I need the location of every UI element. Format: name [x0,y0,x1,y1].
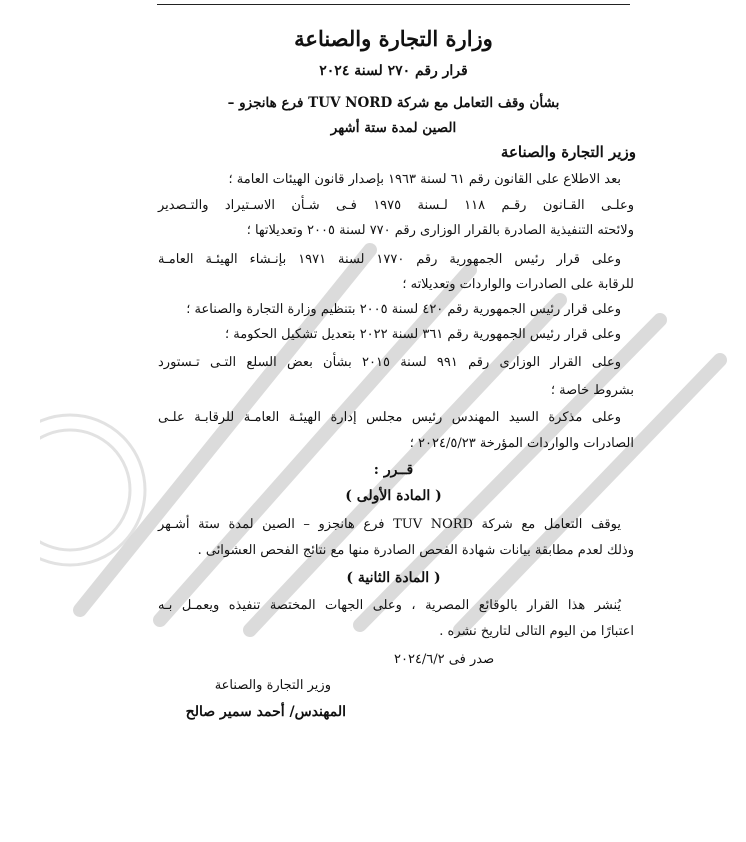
preamble-line: بشروط خاصة ؛ [550,383,634,398]
article-2-heading: ( المادة الثانية ) [346,570,441,586]
minister-heading: وزير التجارة والصناعة [500,143,636,161]
article-1-line: وذلك لعدم مطابقة بيانات شهادة الفحص الصادرة منها مع نتائج الفحص العشوائى . [197,543,634,558]
article-1-line: يوقف التعامل مع شركة TUV NORD فرع هانجزو – الصين لمدة ستة أشـهر [158,517,621,532]
decree-subject-line-2: الصين لمدة ستة أشهر [330,120,457,136]
decides-heading: قــرر : [373,462,414,478]
preamble-line: وعلـى القـانون رقـم ١١٨ لـسنة ١٩٧٥ فـى شـأن الاسـتيراد والتـصدير [158,198,634,213]
article-2-line: يُنشر هذا القرار بالوقائع المصرية ، وعلى الجهات المختصة تنفيذه ويعمـل بـه [158,598,621,613]
article-2-line: اعتبارًا من اليوم التالى لتاريخ نشره . [439,624,634,639]
preamble-line: وعلى قرار رئيس الجمهورية رقم ٣٦١ لسنة ٢٠٢٢ بتعديل تشكيل الحكومة ؛ [224,327,621,342]
preamble-line: ولائحته التنفيذية الصادرة بالقرار الوزارى رقم ٧٧٠ لسنة ٢٠٠٥ وتعديلاتها ؛ [246,223,634,238]
preamble-line: وعلى قرار رئيس الجمهورية رقم ٤٢٠ لسنة ٢٠٠٥ بتنظيم وزارة التجارة والصناعة ؛ [186,302,621,317]
signature-name: المهندس/ أحمد سمير صالح [185,704,346,720]
article-1-heading: ( المادة الأولى ) [345,488,442,504]
signature-title: وزير التجارة والصناعة [214,678,331,693]
preamble-line: للرقابة على الصادرات والواردات وتعديلاته ؛ [402,277,634,292]
preamble-line: الصادرات والواردات المؤرخة ٢٠٢٤/٥/٢٣ ؛ [409,436,634,451]
preamble-line: وعلى قرار رئيس الجمهورية رقم ١٧٧٠ لسنة ١٩٧١ بإنـشاء الهيئـة العامـة [158,252,622,267]
issue-date: صدر فى ٢٠٢٤/٦/٢ [394,652,495,667]
ministry-title: وزارة التجارة والصناعة [294,26,493,51]
decree-subject-line-1: بشأن وقف التعامل مع شركة TUV NORD فرع هانجزو – [227,95,560,111]
preamble-line: وعلى القرار الوزارى رقم ٩٩١ لسنة ٢٠١٥ بشأن بعض السلع التـى تـستورد [158,355,621,370]
decree-number: قرار رقم ٢٧٠ لسنة ٢٠٢٤ [319,63,468,79]
preamble-line: بعد الاطلاع على القانون رقم ٦١ لسنة ١٩٦٣ بإصدار قانون الهيئات العامة ؛ [228,172,621,187]
preamble-line: وعلى مذكرة السيد المهندس رئيس مجلس إدارة الهيئـة العامـة للرقابـة علـى [158,410,621,425]
